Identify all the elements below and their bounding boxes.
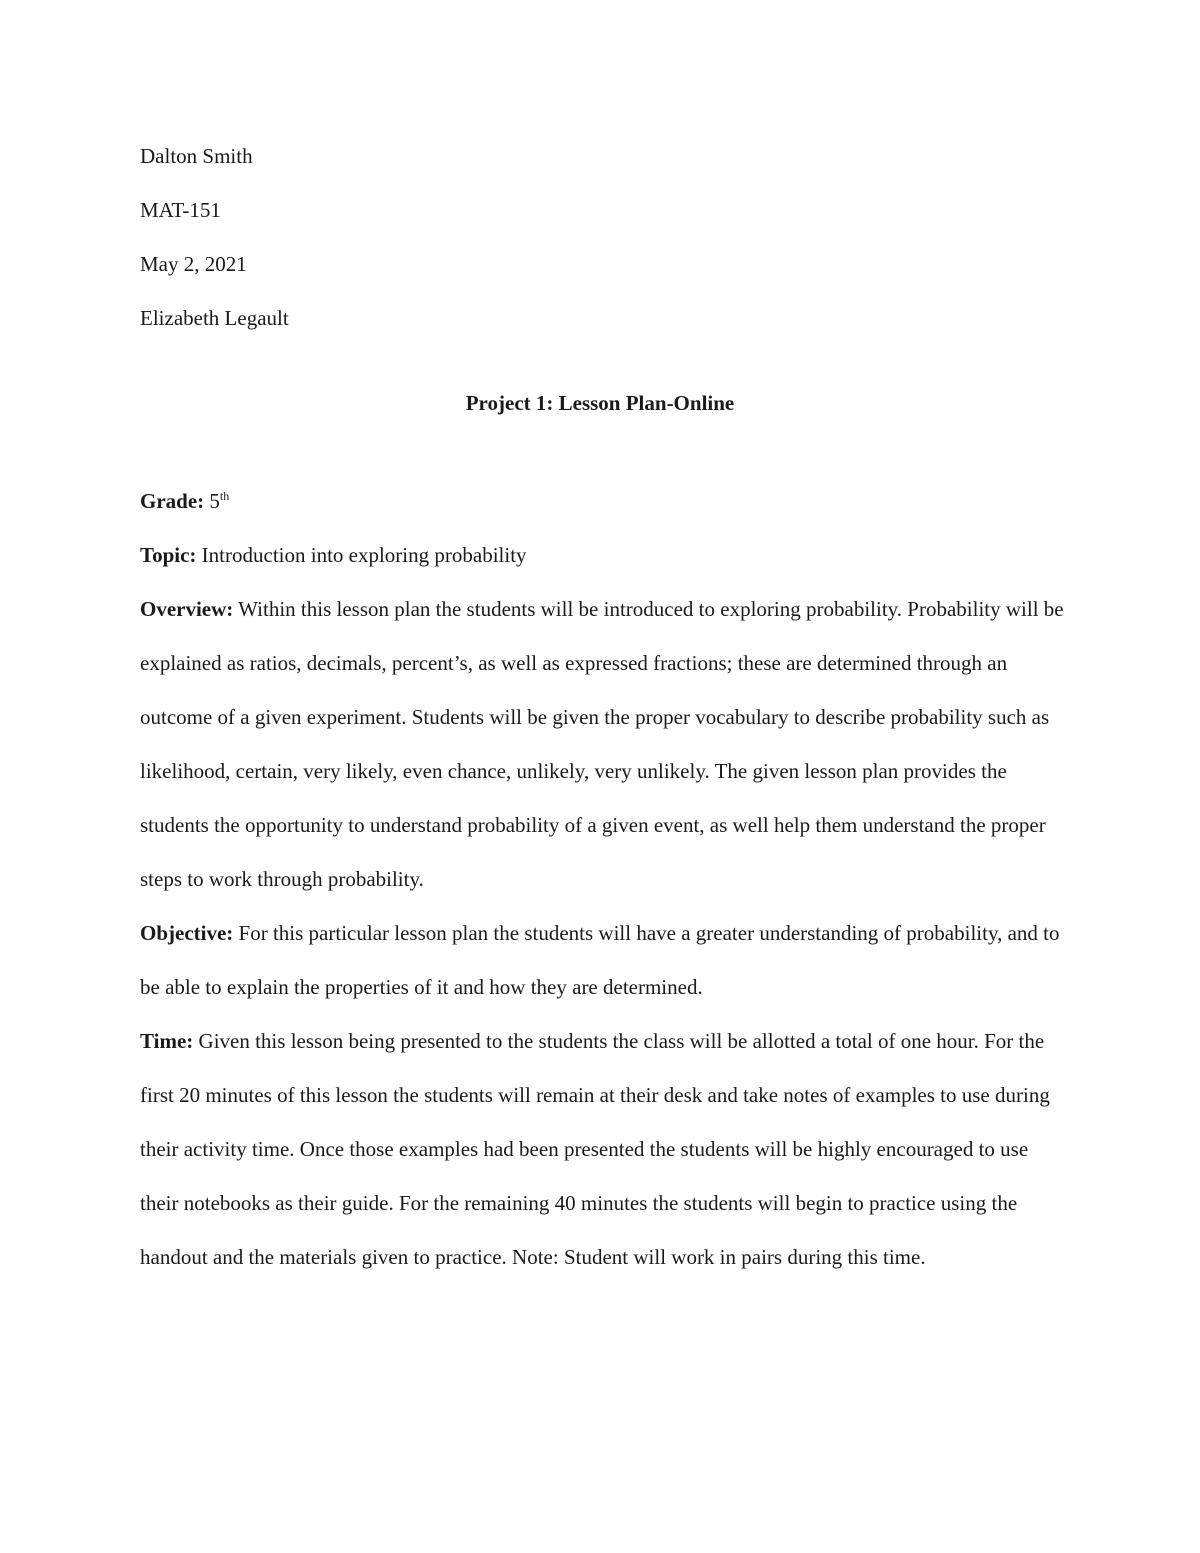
time-paragraph [140, 1014, 1070, 1284]
objective-paragraph [140, 906, 1070, 1014]
topic-text: Introduction into exploring probability [201, 543, 527, 567]
instructor-name: Elizabeth Legault [140, 306, 289, 330]
student-name: Dalton Smith [140, 144, 253, 168]
objective-text: For this particular lesson plan the students will have a greater understanding of probability, and to be able to explain the properties of it and how they are determined. [140, 921, 1060, 999]
objective-label: Objective: [140, 921, 234, 945]
grade-label: Grade: [140, 489, 205, 513]
document-title: Project 1: Lesson Plan-Online [465, 391, 735, 415]
overview-paragraph [140, 582, 1070, 906]
grade-value: 5 [209, 489, 220, 513]
topic-paragraph [140, 528, 1070, 582]
grade-paragraph [140, 474, 1070, 528]
time-text: Given this lesson being presented to the students the class will be allotted a total of one hour. For the first 20 minutes of this lesson the students will remain at their desk and take notes of examples to use during their activity time. Once those examples had been presented the students will be highly encouraged to use their notebooks as their guide. For the remaining 40 minutes the students will begin to practice using the handout and the materials given to practice. Note: Student will work in pairs during this time. [140, 1029, 1050, 1269]
topic-label: Topic: [140, 543, 197, 567]
overview-text: Within this lesson plan the students will be introduced to exploring probability. Probability will be explained as ratios, decimals, percent’s, as well as expressed fractions; these are determined through an outcome of a given experiment. Students will be given the proper vocabulary to describe probability such as likelihood, certain, very likely, even chance, unlikely, very unlikely. The given lesson plan provides the students the opportunity to understand probability of a given event, as well help them understand the proper steps to work through probability. [140, 597, 1064, 891]
course-code: MAT-151 [140, 198, 221, 222]
overview-label: Overview: [140, 597, 234, 621]
grade-suffix: th [219, 489, 230, 503]
lesson-plan-body [140, 474, 1070, 1284]
time-label: Time: [140, 1029, 194, 1053]
document-date: May 2, 2021 [140, 252, 247, 276]
